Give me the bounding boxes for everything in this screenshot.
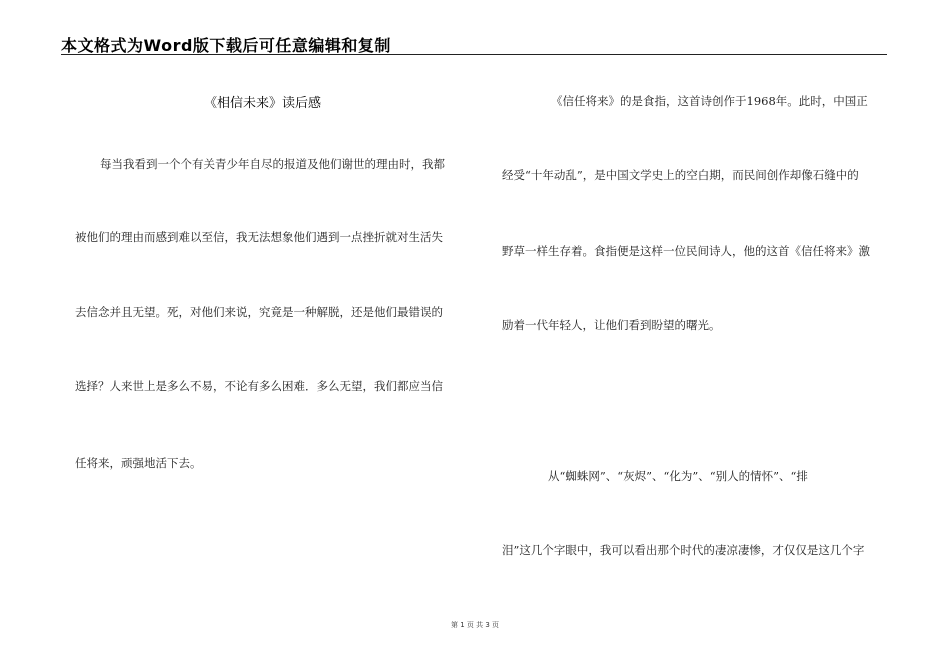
paragraph-line: 选择？人来世上是多么不易，不论有多么困难．多么无望，我们都应当信 bbox=[75, 379, 443, 393]
document-title: 《相信未来》读后感 bbox=[204, 96, 322, 111]
paragraph-line: 每当我看到一个个有关青少年自尽的报道及他们谢世的理由时，我都 bbox=[100, 157, 445, 171]
paragraph-line: 任将来，顽强地活下去。 bbox=[75, 456, 202, 470]
paragraph-line: 励着一代年轻人，让他们看到盼望的曙光。 bbox=[502, 318, 721, 332]
paragraph-line: 经受“十年动乱”，是中国文学史上的空白期，而民间创作却像石缝中的 bbox=[502, 168, 859, 182]
paragraph-line: 从“蜘蛛网”、“灰烬”、“化为”、“别人的情怀”、“排 bbox=[548, 469, 808, 483]
page-number: 第 1 页 共 3 页 bbox=[450, 621, 500, 629]
header-divider bbox=[61, 54, 887, 55]
paragraph-line: 《信任将来》的是食指，这首诗创作于1968年。此时，中国正 bbox=[551, 94, 868, 108]
paragraph-line: 去信念并且无望。死，对他们来说，究竟是一种解脱，还是他们最错误的 bbox=[75, 305, 443, 319]
paragraph-line: 被他们的理由而感到难以至信，我无法想象他们遇到一点挫折就对生活失 bbox=[75, 230, 443, 244]
paragraph-line: 泪”这几个字眼中，我可以看出那个时代的凄凉凄惨，才仅仅是这几个字 bbox=[502, 543, 865, 557]
page-header-title: 本文格式为Word版下载后可任意编辑和复制 bbox=[61, 36, 391, 55]
paragraph-line: 野草一样生存着。食指便是这样一位民间诗人，他的这首《信任将来》激 bbox=[502, 244, 870, 258]
